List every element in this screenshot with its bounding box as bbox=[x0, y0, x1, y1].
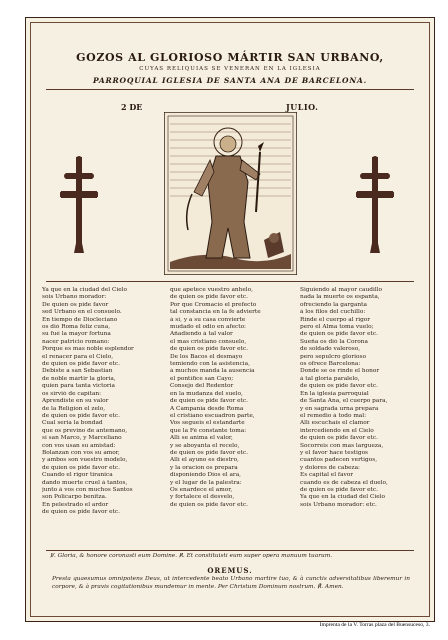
verse-line: Por que Cromacio el prefecto bbox=[170, 301, 257, 308]
verse-line: nacer patricio romano: bbox=[42, 338, 110, 345]
verse-line: Bolanzan con vos su amor, bbox=[42, 449, 120, 456]
verse-line: con vos usan su amistad: bbox=[42, 442, 116, 449]
verse-line: de quien os pide favor etc. bbox=[300, 383, 378, 390]
page-subtitle: CUYAS RELIQUIAS SE VENERAN EN LA IGLESIA bbox=[139, 66, 321, 72]
verse-line: el mas cristiano consuelo, bbox=[170, 338, 247, 345]
verse-line: os dió Roma feliz cuna, bbox=[42, 324, 111, 331]
verse-line: de Santa Ana, el cuerpo para, bbox=[300, 398, 388, 405]
verse-line: ofreciendo la garganta bbox=[300, 301, 367, 308]
verse-line: que apetece vuestro anhelo, bbox=[170, 287, 253, 293]
verse-line: de quien os pide favor etc. bbox=[300, 486, 378, 493]
verse-line: Donde se os rinde el honor bbox=[300, 368, 380, 375]
verse-line: de noble mártir la gloria, bbox=[42, 375, 116, 382]
verse-line: que la Fé constante toma: bbox=[170, 427, 247, 434]
gozos-sheet bbox=[25, 17, 435, 622]
verse-line: temiendo con la asistencia, bbox=[170, 361, 250, 368]
feast-day: 2 DE bbox=[121, 102, 143, 112]
verse-line: A Campania desde Roma bbox=[170, 405, 244, 412]
verse-line: sois Urbano morador: bbox=[42, 294, 107, 301]
verse-line: Debiste a san Sebastian bbox=[42, 368, 113, 375]
verse-line: y se aboyanta el recelo, bbox=[170, 442, 240, 449]
verse-line: Porque es mas noble esplendor bbox=[42, 346, 134, 353]
verse-line: de quien os pide favor etc. bbox=[300, 435, 378, 442]
verse-line: En tiempo de Diocleciano bbox=[42, 316, 118, 323]
verse-line: á si, y a su casa convierte bbox=[170, 316, 246, 323]
verse-line: pero sepulcro glorioso bbox=[300, 353, 366, 360]
verse-line: y la oracion os prepara bbox=[170, 464, 238, 471]
verse-line: En la iglesia parroquial bbox=[300, 390, 369, 397]
verse-line: cuando es de cabeza el duelo, bbox=[300, 479, 388, 486]
verses-column-1 bbox=[42, 287, 172, 517]
patriarchal-cross-icon bbox=[356, 155, 394, 255]
verse-line: Allí el ayuno es diestro, bbox=[170, 457, 239, 464]
versicle-line: ℣. Gloria, & honore coronasti eum Domine. ℟. Et constituisti eum super opera manuum tuarum. bbox=[50, 553, 333, 559]
prayer-text: Presta quaesumus omnipotens Deus, ut intercedente beato Urbano martire tuo, & à cunctis adversitatibus liberemur in corpore, & à pravis cogitationibus mundemur in mente. Per Christum Dominum nostrum. ℟. Amen. bbox=[52, 576, 410, 590]
verse-line: Socorreis con mas largueza, bbox=[300, 442, 384, 449]
verse-line: Es capital el favor bbox=[300, 472, 354, 479]
verses-column-3 bbox=[300, 287, 430, 509]
feast-month: JULIO. bbox=[286, 102, 319, 112]
parish-heading: PARROQUIAL IGLESIA DE SANTA ANA DE BARCELONA. bbox=[92, 76, 368, 85]
verse-line: Añadiendo á tal valor bbox=[170, 331, 233, 338]
verse-line: De los Bacos el desmayo bbox=[170, 353, 243, 360]
verse-line: á muchos manda la ausencia bbox=[170, 368, 255, 375]
verse-line: Vos segueis el estandarte bbox=[170, 420, 245, 427]
verse-line: y en sagrada urna prepara bbox=[300, 405, 379, 412]
verse-line: el cristiano escuadron parte, bbox=[170, 412, 255, 419]
verse-line: os sirvió de capitan: bbox=[42, 390, 102, 397]
verse-line: sed Urbano en el consuelo. bbox=[42, 309, 122, 316]
verse-line: tal constancia en la fe advierte bbox=[170, 309, 261, 316]
verses-column-2 bbox=[170, 287, 300, 509]
verse-line: su fué la mayor fortuna bbox=[42, 331, 111, 338]
verse-line: de quien os pide favor etc. bbox=[170, 346, 248, 353]
patriarchal-cross-icon bbox=[60, 155, 98, 255]
verse-line: Rinde el cuerpo al rigor bbox=[300, 316, 371, 323]
verse-line: de quien os pide favor etc. bbox=[42, 412, 120, 419]
verse-line: quien para tanta victoria bbox=[42, 383, 115, 390]
verse-line: de quien os pide favor etc. bbox=[170, 398, 248, 405]
verse-line: intercediendo en el Cielo bbox=[300, 427, 374, 434]
verse-line: en la mudanza del suelo, bbox=[170, 390, 243, 397]
verse-line: nada la muerte os espanta, bbox=[300, 294, 380, 301]
saint-urbano-engraving bbox=[164, 112, 297, 275]
verse-line: Os enardece el amor, bbox=[170, 486, 233, 493]
verse-line: y el favor hace testigos bbox=[300, 449, 369, 456]
verse-line: Cual seria la bondad bbox=[42, 420, 103, 427]
verse-line: junto á vos con muchos Santos bbox=[42, 486, 133, 493]
verse-line: Cuando el rigor tiranica bbox=[42, 472, 113, 479]
verse-line: de quien os pide favor etc. bbox=[42, 509, 120, 516]
verse-line: y el lugar de la palestra: bbox=[170, 479, 242, 486]
verse-line: Allí se anima el valor, bbox=[170, 435, 233, 442]
verse-line: de quien os pide favor etc. bbox=[42, 464, 120, 471]
verse-line: y ambos son vuestro modelo, bbox=[42, 457, 128, 464]
verse-line: el pontífice san Cayo; bbox=[170, 375, 234, 382]
verse-line: cuantos padecen vertigos, bbox=[300, 457, 378, 464]
oremus-heading: OREMUS. bbox=[207, 566, 253, 575]
verse-line: de quien os pide favor etc. bbox=[170, 449, 248, 456]
verse-line: pero el Alma toma vuelo; bbox=[300, 324, 374, 331]
verse-line: Ya que en la ciudad del Cielo bbox=[42, 287, 128, 293]
verse-line: dando muerte cruel á tantos, bbox=[42, 479, 128, 486]
verse-line: Allí escuchais el clamor bbox=[300, 420, 370, 427]
verse-line: el renacer para el Cielo, bbox=[42, 353, 114, 360]
verse-line: de quien os pide favor etc. bbox=[170, 294, 248, 301]
verse-line: son Policarpo benitza. bbox=[42, 494, 107, 501]
verse-line: os ofrece Barcelona: bbox=[300, 361, 361, 368]
verse-line: de soldado valeroso, bbox=[300, 346, 361, 353]
verse-line: de la Religion el zelo, bbox=[42, 405, 106, 412]
verse-line: Siguiendo al mayor caudillo bbox=[300, 287, 383, 293]
verse-line: de quien os pide favor etc. bbox=[300, 331, 378, 338]
verse-line: el remedio á todo mal: bbox=[300, 412, 367, 419]
verse-line: Ya que en la ciudad del Cielo bbox=[300, 494, 386, 501]
printer-imprint: Imprenta de la V. Torras plaza del Buensuceso, 3. bbox=[319, 622, 430, 628]
verse-line: y fortalece el desvelo, bbox=[170, 494, 235, 501]
header-rule bbox=[46, 89, 414, 90]
page-title: GOZOS AL GLORIOSO MÁRTIR SAN URBANO, bbox=[76, 51, 384, 64]
verse-line: disponiendo Dios el ara, bbox=[170, 472, 241, 479]
verse-line: sois Urbano morador: etc. bbox=[300, 501, 377, 508]
verse-line: á tal gloria paralelo, bbox=[300, 375, 360, 382]
verse-line: si san Marco, y Marceliano bbox=[42, 435, 122, 442]
verse-line: Sueña os dió la Corona bbox=[300, 338, 368, 345]
verse-line: de quien os pide favor etc. bbox=[170, 501, 248, 508]
verse-line: á los filos del cuchillo: bbox=[300, 309, 366, 316]
verse-line: En pelestrado el ardor bbox=[42, 501, 109, 508]
verse-line: de quien os pide favor etc. bbox=[42, 361, 120, 368]
verse-line: Aprendiste en su valor bbox=[42, 398, 109, 405]
verses-top-rule bbox=[46, 281, 414, 282]
verses-bottom-rule bbox=[46, 550, 414, 551]
verse-line: De quien os pide favor bbox=[42, 301, 109, 308]
verse-line: mudado el odio en afecto: bbox=[170, 324, 247, 331]
verse-line: Consejo del Redentor bbox=[170, 383, 234, 390]
verse-line: que os previno de antemano, bbox=[42, 427, 128, 434]
verse-line: y dolores de cabeza: bbox=[300, 464, 360, 471]
